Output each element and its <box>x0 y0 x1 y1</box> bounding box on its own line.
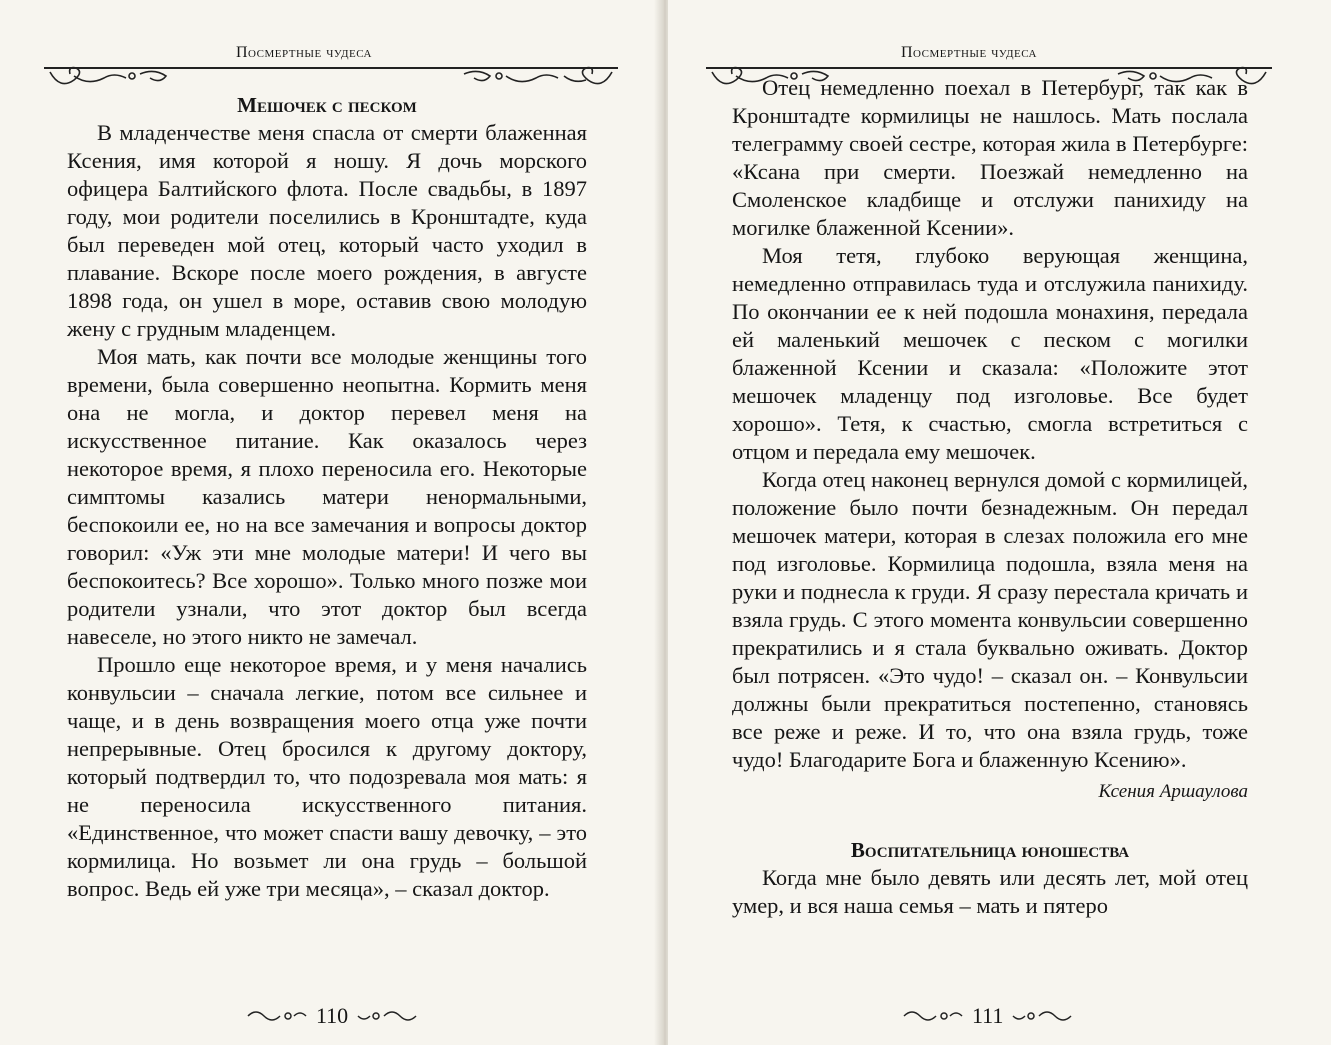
left-page <box>0 0 662 1045</box>
right-text-block <box>732 74 1248 920</box>
page-number: 110 <box>316 1003 349 1028</box>
right-page <box>668 0 1331 1045</box>
running-head: Посмертные чудеса <box>901 44 1037 61</box>
page-footer <box>902 1003 1073 1029</box>
paragraph: Моя мать, как почти все молодые женщины того времени, была совершенно неопытна. Кормить меня она не могла, и доктор перевел меня на искусственное питание. Как оказалось через некоторое время, я плохо переносила его. Некоторые симптомы казались матери ненормальными, беспокоили ее, но на все замечания и вопросы доктор говорил: «Уж эти мне молодые матери! И чего вы беспокоитесь? Все хорошо». Только много позже мои родители узнали, что этот доктор был всегда навеселе, но этого никто не замечал. <box>67 344 587 649</box>
section-heading: Воспитательница юношества <box>850 838 1130 862</box>
ornament-footer-left-icon <box>902 1005 964 1027</box>
running-head: Посмертные чудеса <box>236 44 372 61</box>
ornament-footer-right-icon <box>356 1005 418 1027</box>
author-signature: Ксения Аршаулова <box>1098 781 1248 802</box>
paragraph: В младенчестве меня спасла от смерти блаженная Ксения, имя которой я ношу. Я дочь морского офицера Балтийского флота. После свадьбы, в 1897 году, мои родители поселились в Кронштадте, куда был переведен мой отец, который часто уходил в плавание. Вскоре после моего рождения, в августе 1898 года, он ушел в море, оставив свою молодую жену с грудным младенцем. <box>67 120 587 341</box>
paragraph: Когда мне было девять или десять лет, мой отец умер, и вся наша семья – мать и пятеро <box>732 865 1248 918</box>
page-number: 111 <box>972 1003 1004 1028</box>
paragraph: Моя тетя, глубоко верующая женщина, немедленно отправилась туда и отслужила панихиду. По окончании ее к ней подошла монахиня, передала ей маленький мешочек с песком с могилки блаженной Ксении и сказала: «Положите этот мешочек младенцу под изголовье. Все будет хорошо». Тетя, к счастью, смогла встретиться с отцом и передала ему мешочек. <box>732 243 1248 464</box>
ornament-footer-left-icon <box>246 1005 308 1027</box>
ornament-footer-right-icon <box>1011 1005 1073 1027</box>
section-heading: Мешочек с песком <box>237 93 417 117</box>
paragraph: Когда отец наконец вернулся домой с кормилицей, положение было почти безнадежным. Он передал мешочек матери, которая в слезах положила его мне под изголовье. Кормилица подошла, взяла меня на руки и поднесла к груди. Я сразу перестала кричать и взяла грудь. С этого момента конвульсии совершенно прекратились и я стала буквально оживать. Доктор был потрясен. «Это чудо! – сказал он. – Конвульсии должны были прекратиться постепенно, становясь все реже и реже. И то, что она взяла грудь, тоже чудо! Благодарите Бога и блаженную Ксению». <box>732 467 1248 772</box>
paragraph: Отец немедленно поехал в Петербург, так как в Кронштадте кормилицы не нашлось. Мать послала телеграмму своей сестре, которая жила в Петербурге: «Ксана при смерти. Поезжай немедленно на Смоленское кладбище и отслужи панихиду на могилке блаженной Ксении». <box>732 75 1248 240</box>
paragraph: Прошло еще некоторое время, и у меня начались конвульсии – сначала легкие, потом все сильнее и чаще, и в день возвращения моего отца уже почти непрерывные. Отец бросился к другому доктору, который подтвердил то, что подозревала моя мать: я не переносила искусственного питания. «Единственное, что может спасти вашу девочку, – это кормилица. Но возьмет ли она грудь – большой вопрос. Ведь ей уже три месяца», – сказал доктор. <box>67 652 587 901</box>
left-text-block <box>67 91 587 903</box>
page-footer <box>246 1003 418 1029</box>
